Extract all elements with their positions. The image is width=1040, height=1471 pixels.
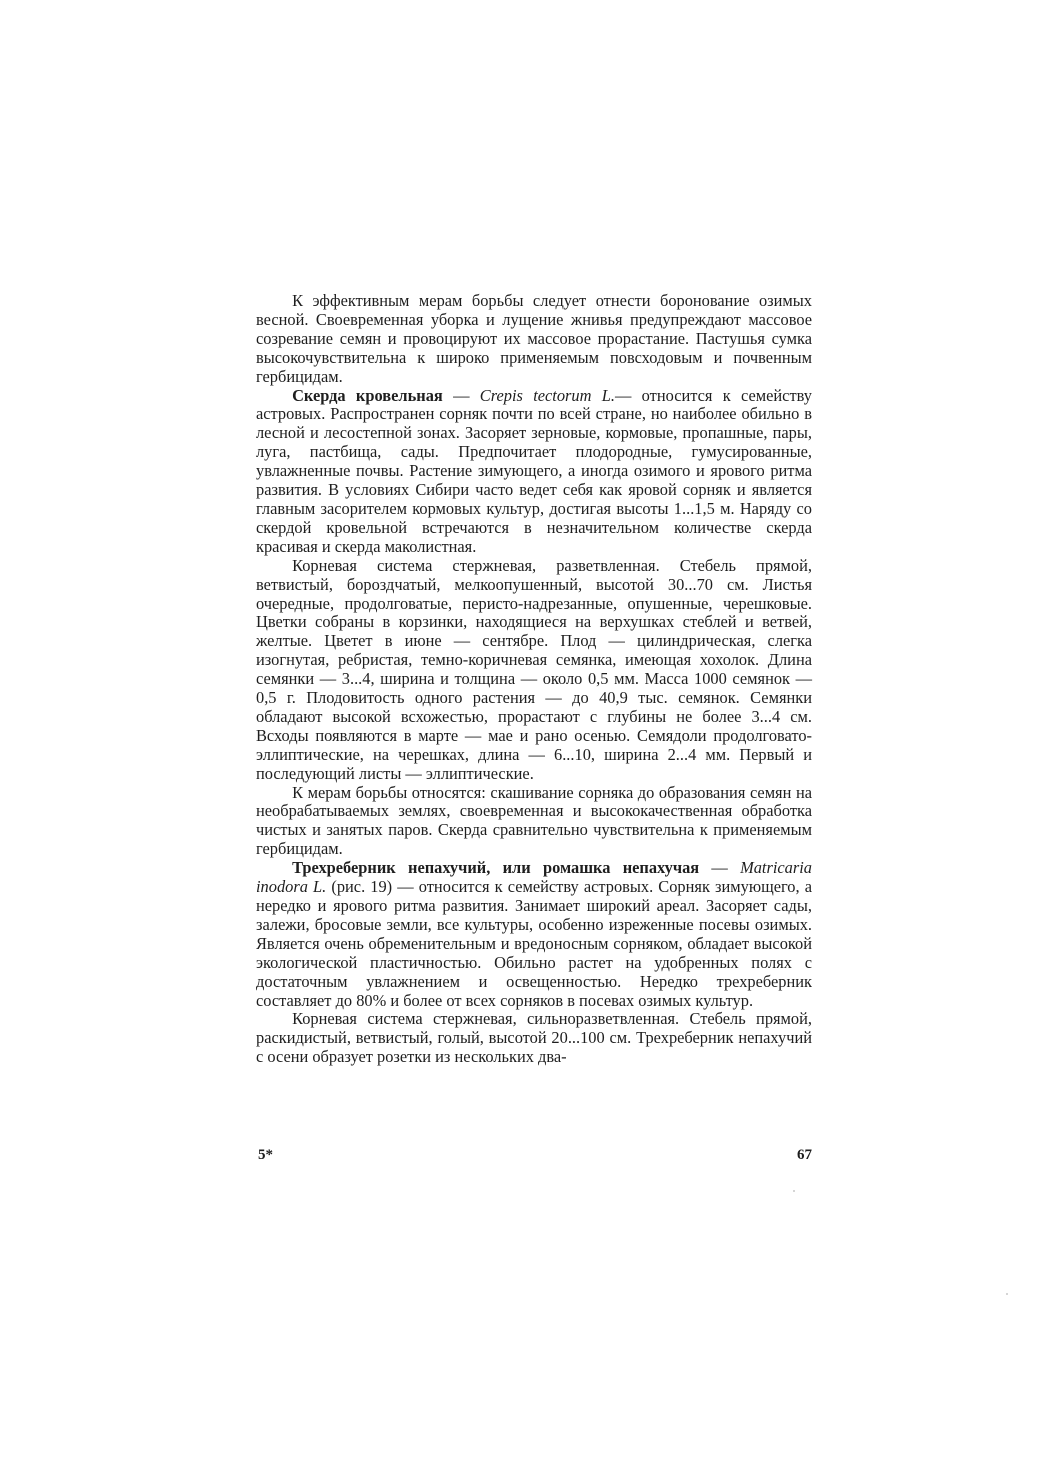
latin-name: Crepis tectorum L.: [479, 385, 615, 405]
dash: —: [442, 385, 480, 405]
text-run: К эффективным мерам борьбы следует отнести боронование озимых весной. Своевременная уборка и лущение жнивья предупреждают массовое созревание семян и провоцируют их массовое прорастание. Пастушья сумка высокочувствительна к широко применяемым повсходовым и почвенным гербицидам.: [256, 291, 812, 386]
text-run: Корневая система стержневая, разветвленная. Стебель прямой, ветвистый, бороздчатый, мелкоопушенный, высотой 30...70 см. Листья очередные, продолговатые, перисто-надрезанные, опушенные, черешковые. Цветки собраны в корзинки, находящиеся на верхушках стеблей и ветвей, желтые. Цветет в июне — сентябре. Плод — цилиндрическая, слегка изогнутая, ребристая, темно-коричневая семянка, имеющая хохолок. Длина семянки — 3...4, ширина и толщина — около 0,5 мм. Масса 1000 семянок — 0,5 г. Плодовитость одного растения — до 40,9 тыс. семянок. Семянки обладают высокой всхожестью, прорастают с глубины не более 3...4 см. Всходы появляются в марте — мае и рано осенью. Семядоли продолговато-эллиптические, на черешках, длина — 6...10, ширина 2...4 мм. Первый и последующий листы — эллиптические.: [256, 555, 812, 783]
latin-name: Matricaria inodora L.: [256, 858, 812, 897]
text-run: — относится к семейству астровых. Распространен сорняк почти по всей стране, но наиболее обильно в лесной и лесостепной зонах. Засоряет зерновые, кормовые, пропашные, пары, луга, пастбища, сады. Предпочитает плодородные, гумусированные, увлажненные почвы. Растение зимующего, а иногда озимого и ярового ритма развития. В условиях Сибири часто ведет себя как яровой сорняк и является главным засорителем кормовых культур, достигая высоты 1...1,5 м. Наряду со скердой кровельной встречаются в незначительном количестве скерда красивая и скерда маколистная.: [256, 385, 812, 556]
scan-speck: [1006, 1293, 1008, 1295]
species-name: Трехреберник непахучий, или ромашка непахучая: [292, 858, 700, 878]
paragraph: [256, 557, 812, 784]
species-name: Скерда кровельная: [292, 385, 443, 405]
paragraph: [256, 1010, 812, 1067]
text-run: Корневая система стержневая, сильноразветвленная. Стебель прямой, раскидистый, ветвистый, голый, высотой 20...100 см. Трехреберник непахучий с осени образует розетки из нескольких два-: [256, 1009, 812, 1067]
paragraph: [256, 859, 812, 1010]
paragraph: [256, 387, 812, 557]
text-run: (рис. 19) — относится к семейству астровых. Сорняк зимующего, а нередко и ярового ритма развития. Занимает широкий ареал. Засоряет сады, залежи, бросовые земли, все культуры, особенно изреженные посевы озимых. Является очень обременительным и вредоносным сорняком, обладает высокой экологической пластичностью. Обильно растет на удобренных полях с достаточным увлажнением и освещенностью. Нередко трехреберник составляет до 80% и более от всех сорняков в посевах озимых культур.: [256, 877, 812, 1010]
scan-speck: [793, 1190, 795, 1192]
paragraph: [256, 292, 812, 387]
body-text: [256, 292, 812, 1067]
text-run: К мерам борьбы относятся: скашивание сорняка до образования семян на необрабатываемых землях, своевременная и высококачественная обработка чистых и занятых паров. Скерда сравнительно чувствительна к применяемым гербицидам.: [256, 782, 812, 859]
signature-mark: 5*: [258, 1147, 273, 1163]
dash: —: [699, 858, 741, 878]
paragraph: [256, 784, 812, 860]
page-number: 67: [797, 1147, 812, 1163]
